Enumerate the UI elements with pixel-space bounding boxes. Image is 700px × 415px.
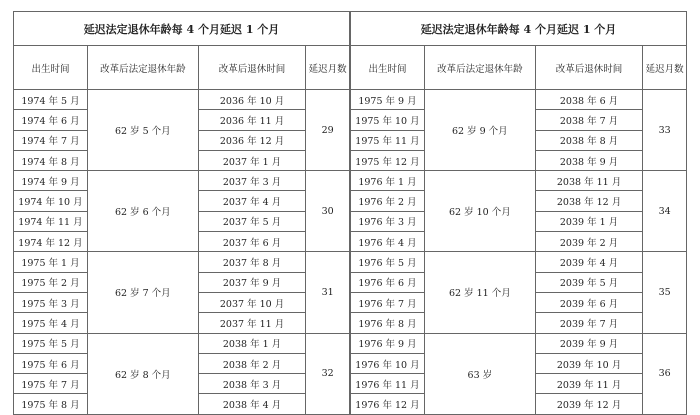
header-retirement-time: 改革后退休时间 — [198, 46, 306, 90]
retirement-time-cell: 2038 年 9 月 — [535, 150, 643, 170]
birth-time-cell: 1975 年 2 月 — [14, 272, 88, 292]
retirement-time-cell: 2036 年 12 月 — [198, 130, 306, 150]
retirement-time-cell: 2037 年 5 月 — [198, 211, 306, 231]
birth-time-cell: 1974 年 10 月 — [14, 191, 88, 211]
birth-time-cell: 1975 年 10 月 — [351, 110, 425, 130]
birth-time-cell: 1976 年 11 月 — [351, 374, 425, 394]
birth-time-cell: 1975 年 1 月 — [14, 252, 88, 272]
retirement-age-cell: 62 岁 10 个月 — [424, 171, 535, 252]
delay-months-cell: 31 — [306, 252, 350, 333]
table-row — [14, 90, 350, 110]
header-birth-time: 出生时间 — [14, 46, 88, 90]
retirement-time-cell: 2037 年 4 月 — [198, 191, 306, 211]
retirement-age-cell: 62 岁 5 个月 — [87, 90, 198, 171]
birth-time-cell: 1974 年 12 月 — [14, 232, 88, 252]
header-birth-time: 出生时间 — [351, 46, 425, 90]
left-retirement-table — [13, 11, 350, 415]
birth-time-cell: 1976 年 9 月 — [351, 333, 425, 353]
retirement-time-cell: 2037 年 6 月 — [198, 232, 306, 252]
retirement-time-cell: 2038 年 7 月 — [535, 110, 643, 130]
header-retirement-time: 改革后退休时间 — [535, 46, 643, 90]
retirement-time-cell: 2039 年 7 月 — [535, 313, 643, 333]
birth-time-cell: 1974 年 8 月 — [14, 150, 88, 170]
retirement-time-cell: 2039 年 4 月 — [535, 252, 643, 272]
table-row — [351, 90, 687, 110]
table-row — [351, 171, 687, 191]
birth-time-cell: 1974 年 11 月 — [14, 211, 88, 231]
table-row — [14, 333, 350, 353]
delay-months-cell: 32 — [306, 333, 350, 414]
delay-months-cell: 36 — [643, 333, 687, 414]
retirement-age-cell: 62 岁 6 个月 — [87, 171, 198, 252]
delay-months-cell: 34 — [643, 171, 687, 252]
retirement-time-cell: 2039 年 9 月 — [535, 333, 643, 353]
retirement-time-cell: 2039 年 6 月 — [535, 292, 643, 312]
left-table-panel — [13, 11, 350, 415]
table-row — [351, 333, 687, 353]
table-title: 延迟法定退休年龄每 4 个月延迟 1 个月 — [351, 12, 687, 46]
retirement-time-cell: 2038 年 4 月 — [198, 394, 306, 414]
retirement-time-cell: 2036 年 11 月 — [198, 110, 306, 130]
retirement-time-cell: 2038 年 6 月 — [535, 90, 643, 110]
retirement-time-cell: 2038 年 8 月 — [535, 130, 643, 150]
delay-months-cell: 35 — [643, 252, 687, 333]
retirement-time-cell: 2038 年 2 月 — [198, 353, 306, 373]
retirement-time-cell: 2038 年 1 月 — [198, 333, 306, 353]
header-delay-months: 延迟月数 — [306, 46, 350, 90]
table-row — [351, 252, 687, 272]
retirement-time-cell: 2039 年 2 月 — [535, 232, 643, 252]
retirement-age-cell: 62 岁 7 个月 — [87, 252, 198, 333]
birth-time-cell: 1974 年 5 月 — [14, 90, 88, 110]
birth-time-cell: 1975 年 9 月 — [351, 90, 425, 110]
table-row — [14, 171, 350, 191]
retirement-time-cell: 2038 年 12 月 — [535, 191, 643, 211]
retirement-age-cell: 63 岁 — [424, 333, 535, 414]
birth-time-cell: 1974 年 6 月 — [14, 110, 88, 130]
delay-months-cell: 29 — [306, 90, 350, 171]
birth-time-cell: 1976 年 4 月 — [351, 232, 425, 252]
header-retirement-age: 改革后法定退休年龄 — [424, 46, 535, 90]
delay-months-cell: 33 — [643, 90, 687, 171]
birth-time-cell: 1975 年 8 月 — [14, 394, 88, 414]
birth-time-cell: 1975 年 7 月 — [14, 374, 88, 394]
birth-time-cell: 1976 年 7 月 — [351, 292, 425, 312]
birth-time-cell: 1975 年 5 月 — [14, 333, 88, 353]
retirement-time-cell: 2037 年 9 月 — [198, 272, 306, 292]
retirement-time-cell: 2037 年 11 月 — [198, 313, 306, 333]
birth-time-cell: 1976 年 5 月 — [351, 252, 425, 272]
right-table-panel — [350, 11, 687, 415]
birth-time-cell: 1976 年 6 月 — [351, 272, 425, 292]
birth-time-cell: 1975 年 11 月 — [351, 130, 425, 150]
birth-time-cell: 1976 年 3 月 — [351, 211, 425, 231]
retirement-time-cell: 2039 年 1 月 — [535, 211, 643, 231]
retirement-time-cell: 2037 年 8 月 — [198, 252, 306, 272]
delay-months-cell: 30 — [306, 171, 350, 252]
retirement-time-cell: 2037 年 3 月 — [198, 171, 306, 191]
right-retirement-table — [350, 11, 687, 415]
retirement-time-cell: 2038 年 11 月 — [535, 171, 643, 191]
retirement-time-cell: 2039 年 10 月 — [535, 353, 643, 373]
retirement-time-cell: 2039 年 11 月 — [535, 374, 643, 394]
birth-time-cell: 1976 年 10 月 — [351, 353, 425, 373]
retirement-age-cell: 62 岁 8 个月 — [87, 333, 198, 414]
retirement-time-cell: 2037 年 1 月 — [198, 150, 306, 170]
retirement-time-cell: 2039 年 12 月 — [535, 394, 643, 414]
retirement-age-cell: 62 岁 9 个月 — [424, 90, 535, 171]
birth-time-cell: 1975 年 6 月 — [14, 353, 88, 373]
retirement-time-cell: 2037 年 10 月 — [198, 292, 306, 312]
table-row — [14, 252, 350, 272]
birth-time-cell: 1976 年 2 月 — [351, 191, 425, 211]
birth-time-cell: 1976 年 8 月 — [351, 313, 425, 333]
birth-time-cell: 1975 年 3 月 — [14, 292, 88, 312]
retirement-time-cell: 2039 年 5 月 — [535, 272, 643, 292]
header-delay-months: 延迟月数 — [643, 46, 687, 90]
birth-time-cell: 1976 年 12 月 — [351, 394, 425, 414]
retirement-time-cell: 2036 年 10 月 — [198, 90, 306, 110]
birth-time-cell: 1974 年 9 月 — [14, 171, 88, 191]
birth-time-cell: 1975 年 4 月 — [14, 313, 88, 333]
table-title: 延迟法定退休年龄每 4 个月延迟 1 个月 — [14, 12, 350, 46]
retirement-time-cell: 2038 年 3 月 — [198, 374, 306, 394]
retirement-age-cell: 62 岁 11 个月 — [424, 252, 535, 333]
birth-time-cell: 1976 年 1 月 — [351, 171, 425, 191]
birth-time-cell: 1975 年 12 月 — [351, 150, 425, 170]
birth-time-cell: 1974 年 7 月 — [14, 130, 88, 150]
header-retirement-age: 改革后法定退休年龄 — [87, 46, 198, 90]
